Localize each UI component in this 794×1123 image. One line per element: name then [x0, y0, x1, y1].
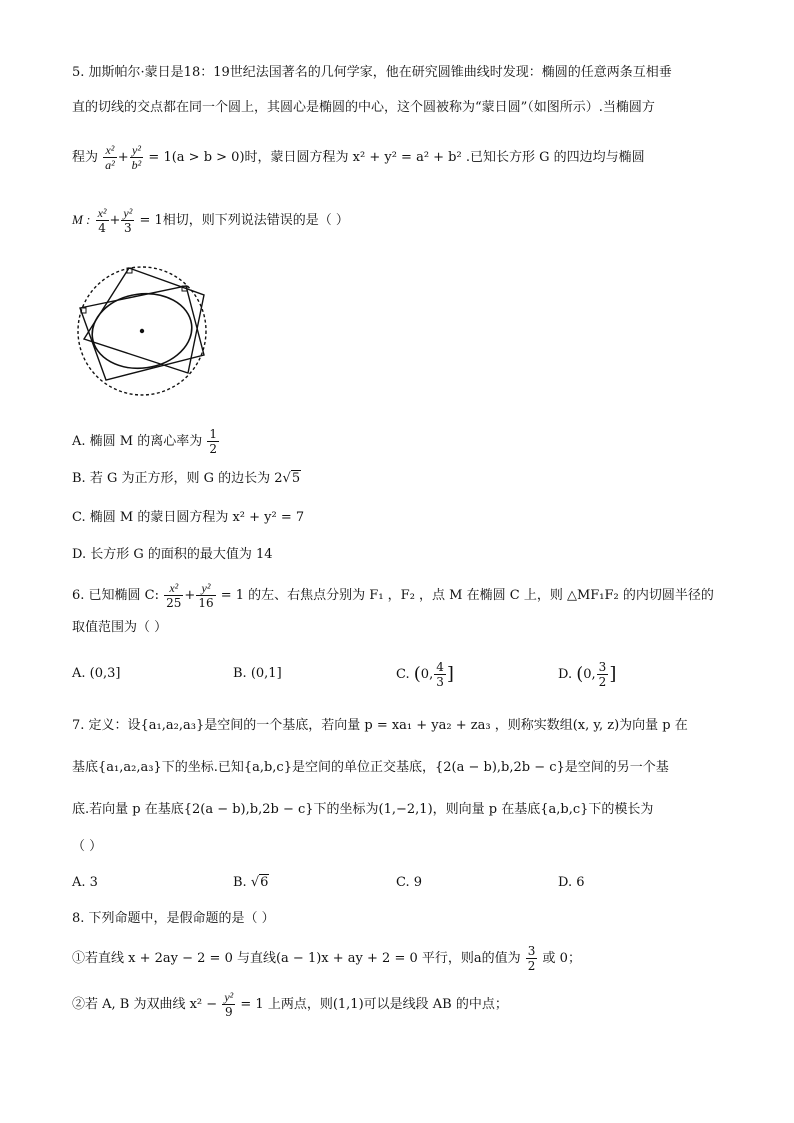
q7-line-2: 基底{a₁,a₂,a₃}下的坐标.已知{a,b,c}是空间的单位正交基底，{2(a − b),b,2b − c}是空间的另一个基: [72, 760, 669, 775]
q5-line-3: 程为 $\frac{\text{x²}}{\text{a²}}$ + $\frac{\text{y²}}{\text{b²}}$ = 1(a > b > 0)时，蒙日圆方程为 x² + y² = a² + b² .已知长方形 G 的四边均与椭圆: [72, 143, 645, 172]
q7-option-c: C. 9: [396, 875, 423, 890]
q7-option-b: B. √6: [233, 875, 269, 890]
fraction-1-2: $\frac{1}{2}$: [209, 427, 218, 456]
q7-line-4: （ ）: [72, 839, 103, 854]
q6-option-d: D. (0, $\frac{3}{2}$ ]: [558, 660, 617, 689]
fraction-y2-b2: $\frac{\text{y²}}{\text{b²}}$: [131, 143, 142, 172]
q7-option-a: A. 3: [72, 875, 98, 890]
q7-line-3: 底.若向量 p 在基底{2(a − b),b,2b − c}下的坐标为(1,−2,1)，则向量 p 在基底{a,b,c}下的模长为: [72, 802, 654, 817]
q5-option-b: B. 若 G 为正方形，则 G 的边长为 2√5: [72, 471, 301, 486]
q5-option-a: A. 椭圆 M 的离心率为 $\frac{1}{2}$: [72, 427, 218, 456]
fraction-4-3: $\frac{4}{3}$: [436, 660, 444, 689]
fraction-y2-16: $\frac{\text{y²}}{16}$: [198, 581, 214, 610]
center-point: [140, 329, 144, 333]
q8-statement-1: ①若直线 x + 2ay − 2 = 0 与直线(a − 1)x + ay + 2 = 0 平行，则a的值为 $\frac{3}{2}$ 或 0；: [72, 944, 581, 973]
q6-option-c: C. (0, $\frac{4}{3}$ ]: [396, 660, 454, 689]
fraction-x2-4: $\frac{\text{x²}}{4}$: [97, 206, 107, 235]
q6-option-b: B. (0,1]: [233, 666, 282, 681]
q5-option-d: D. 长方形 G 的面积的最大值为 14: [72, 547, 273, 562]
fraction-y2-3: $\frac{\text{y²}}{3}$: [123, 206, 133, 235]
q6-line-1: 6. 已知椭圆 C: $\frac{\text{x²}}{25}$ + $\frac{\text{y²}}{16}$ = 1 的左、右焦点分别为 F₁ ，F₂ ，点 M 在椭圆 C 上，则 △MF₁F₂ 的内切圆半径的: [72, 581, 714, 610]
q5-line-2: 直的切线的交点都在同一个圆上，其圆心是椭圆的中心，这个圆被称为“蒙日圆”（如图所示）.当椭圆方: [72, 100, 655, 115]
q5-option-c: C. 椭圆 M 的蒙日圆方程为 x² + y² = 7: [72, 510, 305, 525]
q6-option-a: A. (0,3]: [72, 666, 121, 681]
fraction-x2-a2: $\frac{\text{x²}}{\text{a²}}$: [105, 143, 115, 172]
fraction-3-2-q8: $\frac{3}{2}$: [527, 944, 536, 973]
q7-line-1: 7. 定义：设{a₁,a₂,a₃}是空间的一个基底，若向量 p = xa₁ + ya₂ + za₃ ，则称实数组(x, y, z)为向量 p 在: [72, 718, 688, 733]
q7-option-d: D. 6: [558, 875, 585, 890]
q6-line-2: 取值范围为（ ）: [72, 620, 168, 635]
q8-statement-2: ②若 A, B 为双曲线 x² − $\frac{\text{y²}}{9}$ = 1 上两点，则(1,1)可以是线段 AB 的中点；: [72, 990, 508, 1019]
fraction-x2-25: $\frac{\text{x²}}{25}$: [166, 581, 182, 610]
fraction-y2-9: $\frac{\text{y²}}{9}$: [224, 990, 234, 1019]
q5-line-1: 5. 加斯帕尔·蒙日是18：19世纪法国著名的几何学家，他在研究圆锥曲线时发现：椭圆的任意两条互相垂: [72, 65, 672, 80]
q8-line-1: 8. 下列命题中，是假命题的是（ ）: [72, 911, 275, 926]
q5-line-4: M : $\frac{\text{x²}}{4}$ + $\frac{\text{y²}}{3}$ = 1相切，则下列说法错误的是（ ）: [72, 206, 349, 235]
monge-circle-figure: [72, 262, 214, 402]
fraction-3-2: $\frac{3}{2}$: [598, 660, 607, 689]
